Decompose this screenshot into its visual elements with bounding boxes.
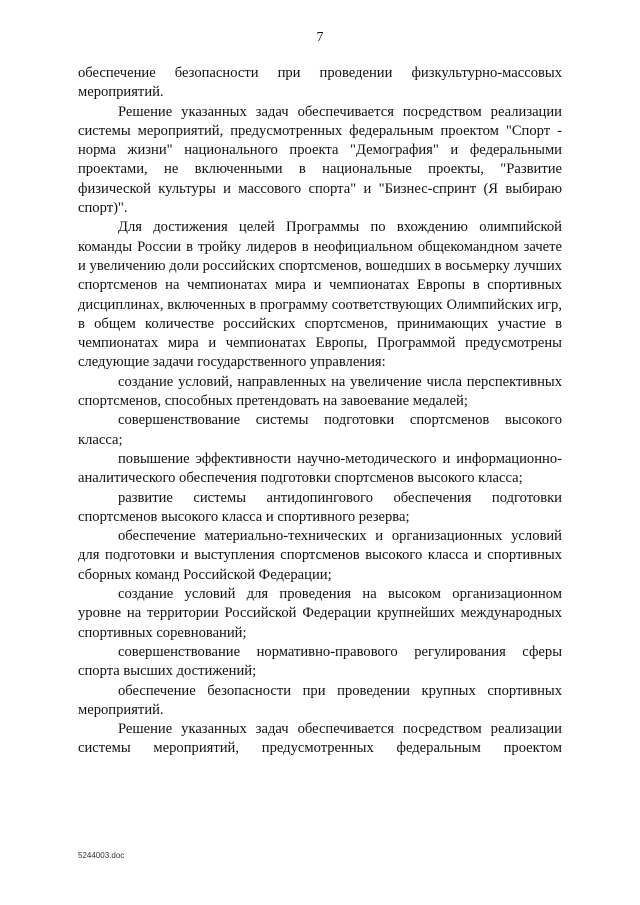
paragraph: Для достижения целей Программы по вхождению олимпийской команды России в тройку лидеров в неофициальном общекомандном зачете и увеличению доли российских спортсменов, вошедших в восьмерку лучших спортсменов на чемпионатах мира и чемпионатах Европы в спортивных дисциплинах, включенных в программу соответствующих Олимпийских игр, в общем количестве российских спортсменов, принимающих участие в чемпионатах мира и чемпионатах Европы, Программой предусмотрены следующие задачи государственного управления:	[78, 219, 562, 371]
task-item: обеспечение безопасности при проведении крупных спортивных мероприятий.	[78, 682, 562, 718]
footer-filename: 5244003.doc	[78, 851, 125, 860]
document-body	[78, 64, 562, 759]
task-item: развитие системы антидопингового обеспечения подготовки спортсменов высокого класса и спортивного резерва;	[78, 489, 562, 525]
task-item: создание условий для проведения на высоком организационном уровне на территории Российской Федерации крупнейших международных спортивных соревнований;	[78, 586, 562, 641]
task-item: повышение эффективности научно-методического и информационно-аналитического обеспечения подготовки спортсменов высокого класса;	[78, 450, 562, 487]
paragraph: Решение указанных задач обеспечивается посредством реализации системы мероприятий, предусмотренных федеральным проектом "Спорт - норма жизни" национального проекта "Демография" и федеральными проектами, не включенными в национальные проекты, "Развитие физической культуры и массового спорта" и "Бизнес-спринт (Я выбираю спорт)".	[78, 103, 562, 217]
task-item: обеспечение материально-технических и организационных условий для подготовки и выступления спортсменов высокого класса и спортивных сборных команд Российской Федерации;	[78, 528, 562, 583]
task-item: создание условий, направленных на увеличение числа перспективных спортсменов, способных претендовать на завоевание медалей;	[78, 373, 562, 410]
paragraph-truncated: Решение указанных задач обеспечивается посредством реализации системы мероприятий, предусмотренных федеральным проектом	[78, 721, 562, 757]
task-item: совершенствование системы подготовки спортсменов высокого класса;	[78, 412, 562, 448]
page-number: 7	[316, 30, 324, 45]
paragraph-continuation: обеспечение безопасности при проведении физкультурно-массовых мероприятий.	[78, 65, 562, 101]
task-item: совершенствование нормативно-правового регулирования сферы спорта высших достижений;	[78, 643, 562, 680]
